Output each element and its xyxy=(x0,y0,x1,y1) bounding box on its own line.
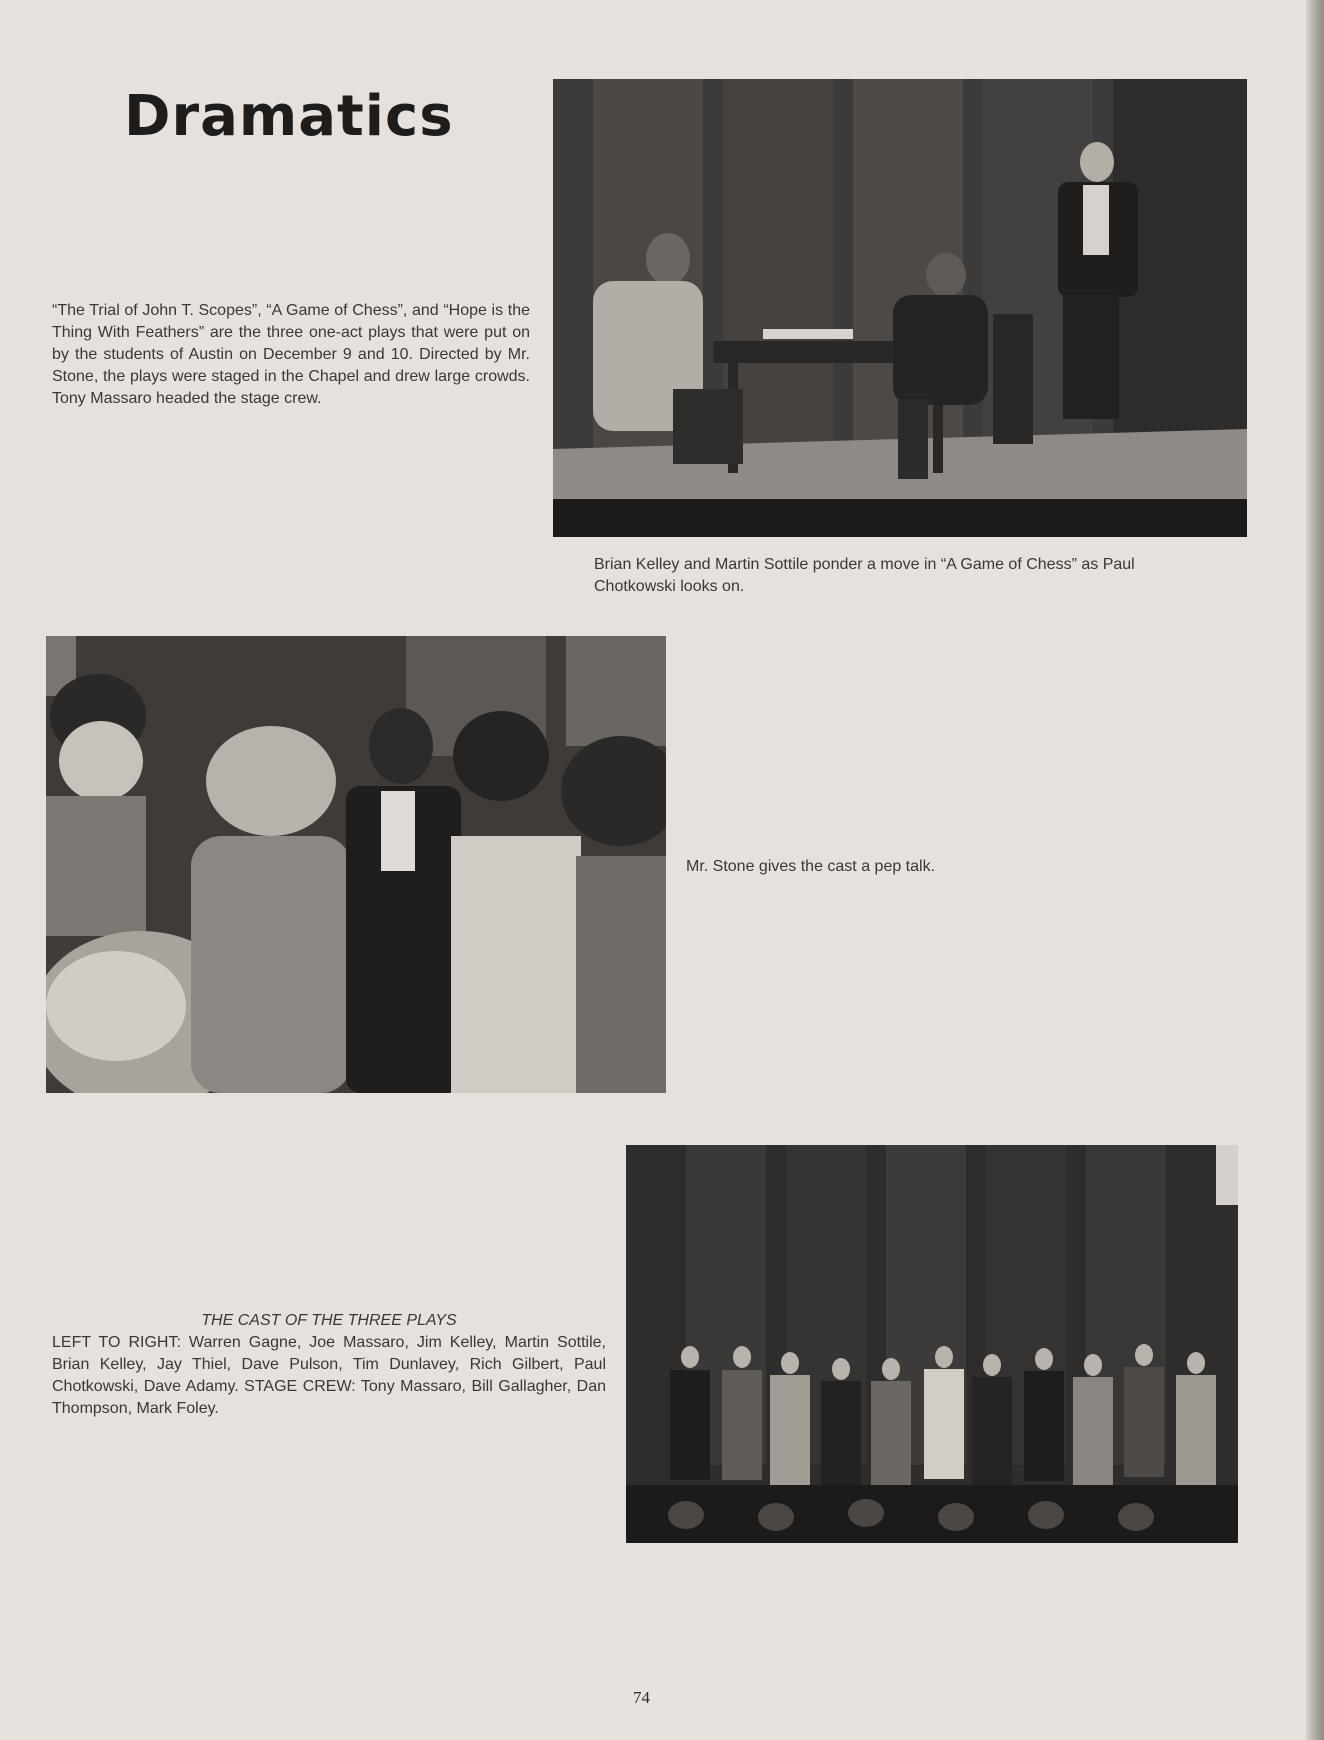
intro-paragraph: “The Trial of John T. Scopes”, “A Game of Chess”, and “Hope is the Thing With Feathers” are the three one-act plays that were put on by the students of Austin on December 9 and 10. Directed by Mr. Stone, the plays were staged in the Chapel and drew large crowds. Tony Massaro headed the stage crew. xyxy=(52,302,530,407)
pep-talk-photo xyxy=(46,636,666,1093)
chess-scene-photo xyxy=(553,79,1247,537)
chess-photo-caption: Brian Kelley and Martin Sottile ponder a move in “A Game of Chess” as Paul Chotkowski looks on. xyxy=(594,556,1135,595)
page-number: 74 xyxy=(633,1688,650,1707)
cast-list xyxy=(52,1310,606,1420)
cast-names: LEFT TO RIGHT: Warren Gagne, Joe Massaro, Jim Kelley, Martin Sottile, Brian Kelley, Jay Thiel, Dave Pulson, Tim Dunlavey, Rich Gilbert, Paul Chotkowski, Dave Adamy. STAGE CREW: Tony Massaro, Bill Gallagher, Dan Thompson, Mark Foley. xyxy=(52,1334,606,1417)
cast-lineup-photo xyxy=(626,1145,1238,1543)
page-edge xyxy=(1306,0,1324,1740)
pep-talk-caption: Mr. Stone gives the cast a pep talk. xyxy=(686,858,936,875)
page-title: Dramatics xyxy=(124,84,454,149)
cast-title: THE CAST OF THE THREE PLAYS xyxy=(201,1312,457,1329)
